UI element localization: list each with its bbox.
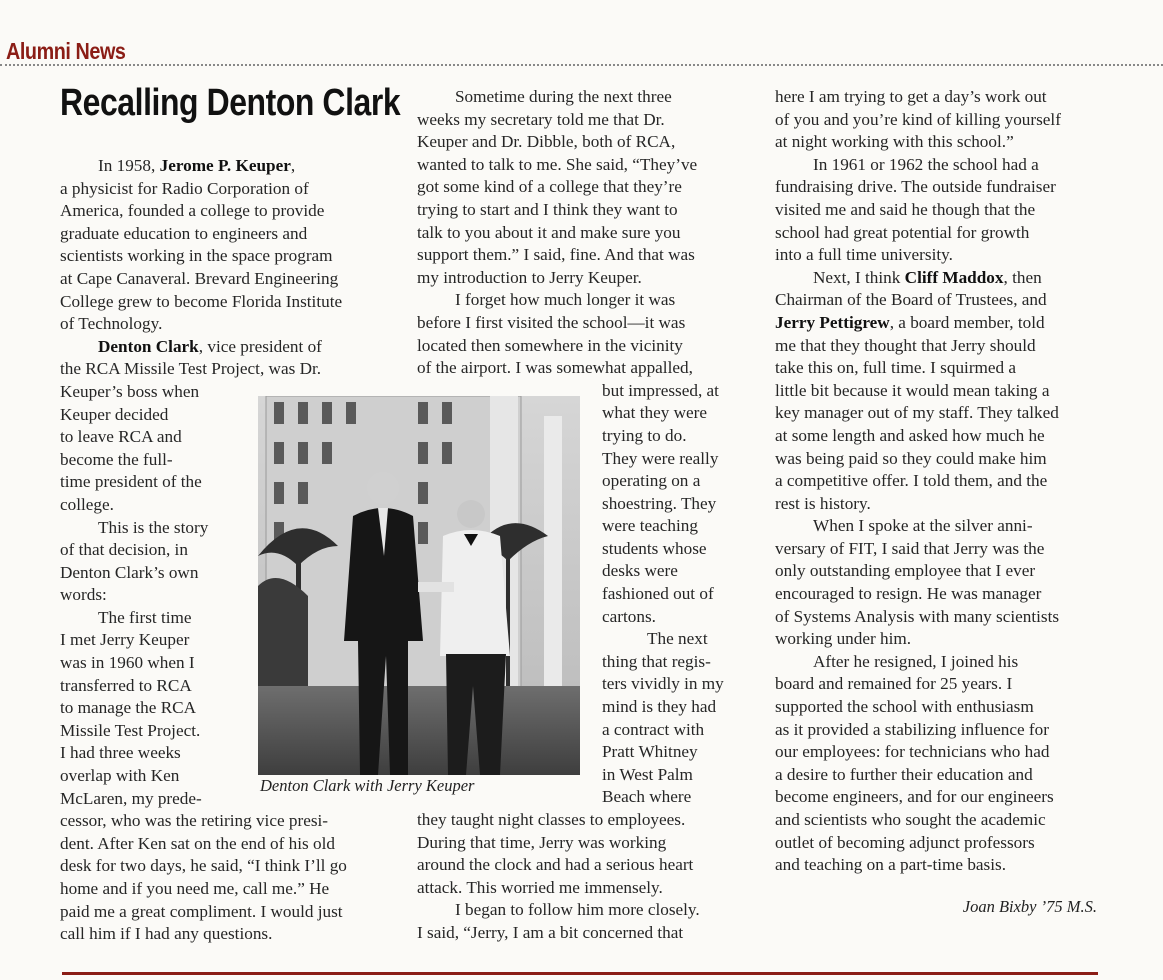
text-run: Missile Test Project. <box>60 720 201 740</box>
text-run: take this on, full time. I squirmed a <box>775 358 1017 378</box>
text-run: I forget how much longer it was <box>455 290 676 310</box>
text-run: thing that regis- <box>602 651 711 671</box>
text-run: mind is they had <box>602 697 717 717</box>
text-run: got some kind of a college that they’re <box>417 177 682 197</box>
text-run: of Systems Analysis with many scientists <box>775 606 1060 626</box>
text-run: a physicist for Radio Corporation of <box>60 178 309 198</box>
text-run: encouraged to resign. He was manager <box>775 584 1042 604</box>
text-run: , a board member, told <box>889 312 1045 332</box>
text-line <box>775 448 1105 471</box>
text-line <box>417 222 747 245</box>
text-line <box>417 289 747 312</box>
text-line <box>775 335 1105 358</box>
text-run: around the clock and had a serious heart <box>417 855 694 875</box>
text-run: , <box>290 156 296 175</box>
text-run: When I spoke at the silver anni- <box>813 516 1033 536</box>
text-run: key manager out of my staff. They talked <box>775 403 1059 423</box>
text-run: versary of FIT, I said that Jerry was the <box>775 538 1045 558</box>
text-run: working under him. <box>775 629 912 649</box>
article-column-3 <box>775 86 1105 877</box>
text-run: only outstanding employee that I ever <box>775 561 1036 581</box>
text-line <box>417 131 747 154</box>
text-run: the RCA Missile Test Project, was Dr. <box>60 359 322 379</box>
text-line <box>775 809 1105 832</box>
text-run: The next <box>647 629 708 649</box>
text-run: , then <box>1003 267 1042 287</box>
text-line <box>417 244 747 267</box>
text-run: overlap with Ken <box>60 766 180 786</box>
text-line <box>775 854 1105 877</box>
text-run: students whose <box>602 538 707 558</box>
text-run: here I am trying to get a day’s work out <box>775 87 1047 106</box>
text-line <box>775 380 1105 403</box>
text-line <box>775 176 1105 199</box>
text-run: home and if you need me, call me.” He <box>60 879 330 898</box>
article-headline: Recalling Denton Clark <box>60 82 401 124</box>
text-run: words: <box>60 585 107 605</box>
text-line <box>775 493 1105 516</box>
text-run: to manage the RCA <box>60 698 197 718</box>
text-run: I had three weeks <box>60 743 181 763</box>
bold-name: Denton Clark <box>98 336 199 356</box>
text-run: I began to follow him more closely. <box>455 900 700 920</box>
text-run: cessor, who was the retiring vice presi- <box>60 811 329 831</box>
text-line <box>417 86 747 109</box>
text-line <box>775 222 1105 245</box>
text-run: to leave RCA and <box>60 427 182 447</box>
text-run: little bit because it would mean taking a <box>775 380 1050 400</box>
text-line <box>60 313 390 336</box>
text-run: call him if I had any questions. <box>60 924 273 944</box>
text-line <box>417 199 747 222</box>
text-run: transferred to RCA <box>60 675 192 695</box>
text-run: Keuper decided <box>60 404 169 424</box>
text-line <box>60 268 390 291</box>
text-run: Beach where <box>602 787 692 807</box>
text-line <box>775 312 1105 335</box>
text-line <box>775 199 1105 222</box>
text-run: I met Jerry Keuper <box>60 630 190 650</box>
text-run: before I first visited the school—it was <box>417 312 686 332</box>
text-line <box>775 696 1105 719</box>
text-run: America, founded a college to provide <box>60 201 325 221</box>
article-photo <box>258 396 580 775</box>
text-run: and scientists who sought the academic <box>775 810 1046 829</box>
bold-name: Jerry Pettigrew <box>775 312 890 332</box>
text-run: at Cape Canaveral. Brevard Engineering <box>60 268 339 288</box>
section-header <box>0 36 1163 76</box>
text-run: In 1961 or 1962 the school had a <box>813 154 1039 174</box>
text-run: become engineers, and for our engineers <box>775 787 1054 807</box>
text-line <box>417 176 747 199</box>
text-line <box>775 764 1105 787</box>
text-run: attack. This worried me immensely. <box>417 877 663 897</box>
text-run: me that they thought that Jerry should <box>775 335 1036 355</box>
text-run: and teaching on a part-time basis. <box>775 855 1006 875</box>
text-run: time president of the <box>60 472 202 492</box>
text-line <box>417 312 747 335</box>
text-line <box>60 878 390 901</box>
section-title: Alumni News <box>6 38 126 64</box>
text-line <box>60 291 390 314</box>
text-line <box>775 402 1105 425</box>
bold-name: Cliff Maddox <box>904 267 1004 287</box>
text-line <box>60 923 390 946</box>
text-line <box>775 425 1105 448</box>
text-run: of the airport. I was somewhat appalled, <box>417 358 693 378</box>
text-run: what they were <box>602 403 707 423</box>
text-line <box>60 155 390 178</box>
text-run: of you and you’re kind of killing yourself <box>775 109 1061 129</box>
text-run: Denton Clark’s own <box>60 562 199 582</box>
text-line <box>775 244 1105 267</box>
text-line <box>775 786 1105 809</box>
text-line <box>417 809 747 832</box>
text-run: a desire to further their education and <box>775 764 1033 784</box>
text-run: , vice president of <box>198 336 322 356</box>
text-run: desk for two days, he said, “I think I’ll go <box>60 856 347 876</box>
text-run: as it provided a stabilizing influence for <box>775 719 1049 739</box>
text-line <box>775 673 1105 696</box>
text-run: Chairman of the Board of Trustees, and <box>775 290 1047 310</box>
text-line <box>60 810 390 833</box>
text-run: were teaching <box>602 516 698 536</box>
author-signature: Joan Bixby ’75 M.S. <box>962 897 1097 916</box>
photo-caption: Denton Clark with Jerry Keuper <box>260 776 475 795</box>
text-run: This is the story <box>98 517 209 537</box>
text-line <box>775 267 1105 290</box>
text-line <box>60 855 390 878</box>
text-run: Pratt Whitney <box>602 742 698 762</box>
text-run: Next, I think <box>813 267 905 287</box>
text-run: support them.” I said, fine. And that was <box>417 245 695 265</box>
text-line <box>775 606 1105 629</box>
text-run: graduate education to engineers and <box>60 223 308 243</box>
text-line <box>775 583 1105 606</box>
text-run: my introduction to Jerry Keuper. <box>417 267 642 287</box>
text-line <box>775 719 1105 742</box>
text-run: The first time <box>98 607 192 627</box>
text-run: I said, “Jerry, I am a bit concerned that <box>417 922 684 942</box>
text-line <box>60 358 390 381</box>
text-run: but impressed, at <box>602 380 719 400</box>
text-run: they taught night classes to employees. <box>417 810 686 829</box>
text-line <box>60 833 390 856</box>
text-line <box>60 245 390 268</box>
text-line <box>60 336 390 359</box>
text-run: at some length and asked how much he <box>775 425 1045 445</box>
text-run: Keuper’s boss when <box>60 381 200 401</box>
text-run: in West Palm <box>602 764 693 784</box>
text-run: College grew to become Florida Institute <box>60 291 343 311</box>
text-run: After he resigned, I joined his <box>813 651 1019 671</box>
text-run: McLaren, my prede- <box>60 788 202 808</box>
text-run: Keuper and Dr. Dibble, both of RCA, <box>417 132 676 152</box>
text-line <box>775 109 1105 132</box>
text-run: wanted to talk to me. She said, “They’ve <box>417 154 698 174</box>
text-run: located then somewhere in the vicinity <box>417 335 683 355</box>
text-run: was being paid so they could make him <box>775 448 1047 468</box>
text-run: school had great potential for growth <box>775 222 1030 242</box>
text-run: our employees: for technicians who had <box>775 742 1050 762</box>
text-run: operating on a <box>602 471 701 491</box>
text-line <box>775 628 1105 651</box>
text-run: outlet of becoming adjunct professors <box>775 832 1035 852</box>
text-run: dent. After Ken sat on the end of his old <box>60 833 335 853</box>
text-line <box>775 86 1105 109</box>
text-line <box>417 854 747 877</box>
text-line <box>417 109 747 132</box>
text-line <box>60 223 390 246</box>
text-line <box>417 899 747 922</box>
text-line <box>417 335 747 358</box>
text-run: During that time, Jerry was working <box>417 832 667 852</box>
text-line <box>60 200 390 223</box>
text-line <box>60 901 390 924</box>
text-run: talk to you about it and make sure you <box>417 222 681 242</box>
text-run: visited me and said he though that the <box>775 199 1036 219</box>
text-run: of Technology. <box>60 314 163 334</box>
text-run: cartons. <box>602 606 656 626</box>
text-line <box>417 877 747 900</box>
text-run: a contract with <box>602 719 705 739</box>
text-run: weeks my secretary told me that Dr. <box>417 109 665 129</box>
text-run: was in 1960 when I <box>60 653 195 673</box>
text-line <box>417 922 747 945</box>
text-run: Sometime during the next three <box>455 87 672 106</box>
text-line <box>775 651 1105 674</box>
text-line <box>417 832 747 855</box>
text-line <box>775 289 1105 312</box>
bold-name: Jerome P. Keuper <box>159 156 291 175</box>
text-line <box>417 357 747 380</box>
text-run: fashioned out of <box>602 584 714 604</box>
text-line <box>775 131 1105 154</box>
text-line <box>775 357 1105 380</box>
text-line <box>775 154 1105 177</box>
text-run: become the full- <box>60 449 173 469</box>
text-run: supported the school with enthusiasm <box>775 697 1034 717</box>
text-run: In 1958, <box>98 156 160 175</box>
text-line <box>60 178 390 201</box>
text-run: trying to do. <box>602 425 687 445</box>
text-run: They were really <box>602 448 719 468</box>
text-line <box>775 470 1105 493</box>
text-run: at night working with this school.” <box>775 132 1014 152</box>
text-run: scientists working in the space program <box>60 246 333 266</box>
text-run: a competitive offer. I told them, and the <box>775 471 1048 491</box>
text-run: desks were <box>602 561 678 581</box>
text-run: trying to start and I think they want to <box>417 199 678 219</box>
text-line <box>775 515 1105 538</box>
text-run: into a full time university. <box>775 245 953 265</box>
text-run: board and remained for 25 years. I <box>775 674 1013 694</box>
header-divider <box>0 64 1163 66</box>
text-run: college. <box>60 494 114 514</box>
text-run: ters vividly in my <box>602 674 724 694</box>
text-line <box>775 832 1105 855</box>
text-line <box>417 267 747 290</box>
text-line <box>775 560 1105 583</box>
text-run: shoestring. They <box>602 493 717 513</box>
text-line <box>417 154 747 177</box>
footer-divider <box>62 972 1098 975</box>
text-run: of that decision, in <box>60 540 188 560</box>
text-line <box>775 538 1105 561</box>
text-run: fundraising drive. The outside fundraiser <box>775 177 1056 197</box>
text-run: paid me a great compliment. I would just <box>60 901 343 921</box>
text-run: rest is history. <box>775 493 871 513</box>
text-line <box>775 741 1105 764</box>
